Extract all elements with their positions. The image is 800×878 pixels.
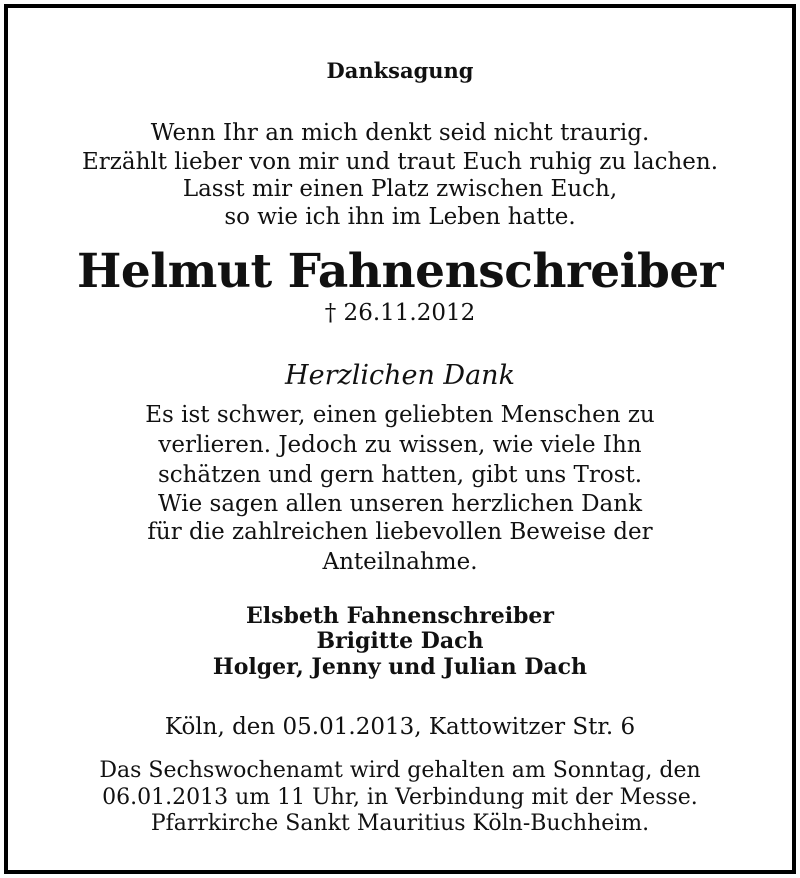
verse-line: Wenn Ihr an mich denkt seid nicht traurig.	[150, 120, 650, 146]
signer-name: Elsbeth Fahnenschreiber	[245, 603, 555, 629]
thanks-line: verlieren. Jedoch zu wissen, wie viele Ihn	[158, 432, 642, 458]
verse-line: so wie ich ihn im Leben hatte.	[224, 204, 576, 230]
place-date: Köln, den 05.01.2013, Kattowitzer Str. 6	[164, 714, 636, 740]
signer-name: Holger, Jenny und Julian Dach	[212, 654, 588, 680]
heading: Danksagung	[326, 58, 474, 83]
thanks-line: Wie sagen allen unseren herzlichen Dank	[158, 491, 642, 517]
verse-line: Erzählt lieber von mir und traut Euch ruhig zu lachen.	[81, 149, 719, 175]
deceased-name: Helmut Fahnenschreiber	[76, 244, 724, 299]
notice-line: Pfarrkirche Sankt Mauritius Köln-Buchheim.	[150, 811, 650, 836]
notice-line: Das Sechswochenamt wird gehalten am Sonntag, den	[99, 758, 701, 783]
thanks-title: Herzlichen Dank	[285, 360, 515, 391]
notice-line: 06.01.2013 um 11 Uhr, in Verbindung mit der Messe.	[102, 785, 698, 810]
thanks-line: schätzen und gern hatten, gibt uns Trost.	[157, 462, 643, 488]
thanks-line: Anteilnahme.	[322, 549, 478, 575]
verse-line: Lasst mir einen Platz zwischen Euch,	[182, 176, 618, 202]
thanks-line: für die zahlreichen liebevollen Beweise der	[147, 519, 653, 545]
obituary-card	[4, 4, 796, 874]
thanks-line: Es ist schwer, einen geliebten Menschen zu	[145, 402, 655, 428]
death-date: † 26.11.2012	[324, 300, 476, 326]
signer-name: Brigitte Dach	[316, 628, 484, 654]
